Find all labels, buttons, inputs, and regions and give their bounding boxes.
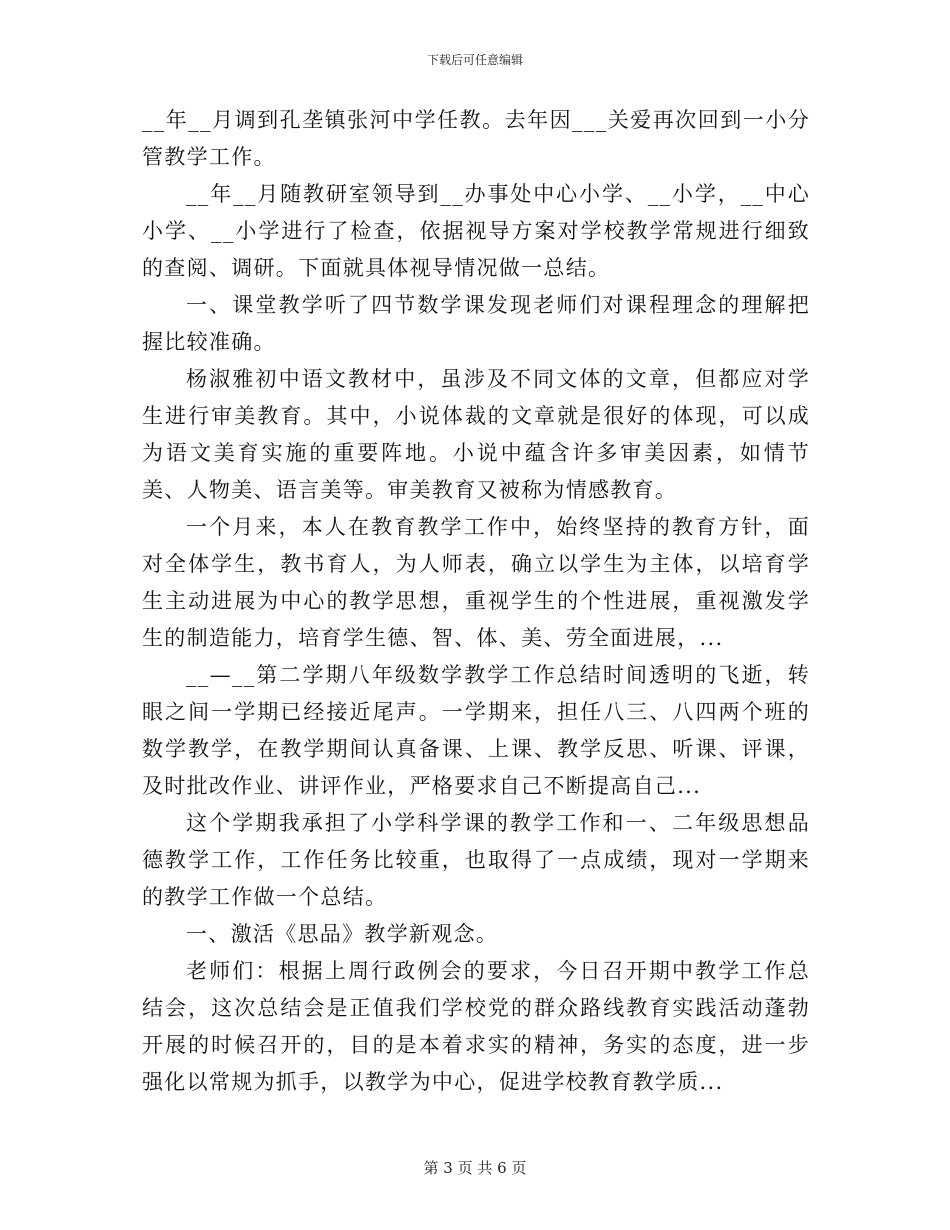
paragraph-2: __年__月随教研室领导到__办事处中心小学、__小学，__中心小学、__小学进行了检查，依据视导方案对学校教学常规进行细致的查阅、调研。下面就具体视导情况做一总结。 [142, 182, 810, 280]
paragraph-3: 一、课堂教学听了四节数学课发现老师们对课程理念的理解把握比较准确。 [142, 293, 810, 354]
paragraph-5: 一个月来，本人在教育教学工作中，始终坚持的教育方针，面对全体学生，教书育人，为人师表，确立以学生为主体，以培育学生主动进展为中心的教学思想，重视学生的个性进展，重视激发学生的制造能力，培育学生德、智、体、美、劳全面进展，... [142, 515, 810, 650]
paragraph-7: 这个学期我承担了小学科学课的教学工作和一、二年级思想品德教学工作，工作任务比较重，也取得了一点成绩，现对一学期来的教学工作做一个总结。 [142, 811, 810, 909]
paragraph-6: __—__第二学期八年级数学教学工作总结时间透明的飞逝，转眼之间一学期已经接近尾声。一学期来，担任八三、八四两个班的数学教学，在教学期间认真备课、上课、教学反思、听课、评课，及时批改作业、讲评作业，严格要求自己不断提高自己... [142, 663, 810, 798]
paragraph-4: 杨淑雅初中语文教材中，虽涉及不同文体的文章，但都应对学生进行审美教育。其中，小说体裁的文章就是很好的体现，可以成为语文美育实施的重要阵地。小说中蕴含许多审美因素，如情节美、人物美、语言美等。审美教育又被称为情感教育。 [142, 367, 810, 502]
page-footer: 第 3 页 共 6 页 [423, 1159, 527, 1177]
paragraph-9: 老师们：根据上周行政例会的要求，今日召开期中教学工作总结会，这次总结会是正值我们学校党的群众路线教育实践活动蓬勃开展的时候召开的，目的是本着求实的精神，务实的态度，进一步强化以常规为抓手，以教学为中心，促进学校教育教学质... [142, 959, 810, 1094]
paragraph-1: __年__月调到孔垄镇张河中学任教。去年因___关爱再次回到一小分管教学工作。 [142, 108, 810, 169]
page-header: 下载后可任意编辑 [426, 53, 523, 67]
document-body [142, 102, 810, 1101]
paragraph-8: 一、激活《思品》教学新观念。 [186, 922, 499, 946]
